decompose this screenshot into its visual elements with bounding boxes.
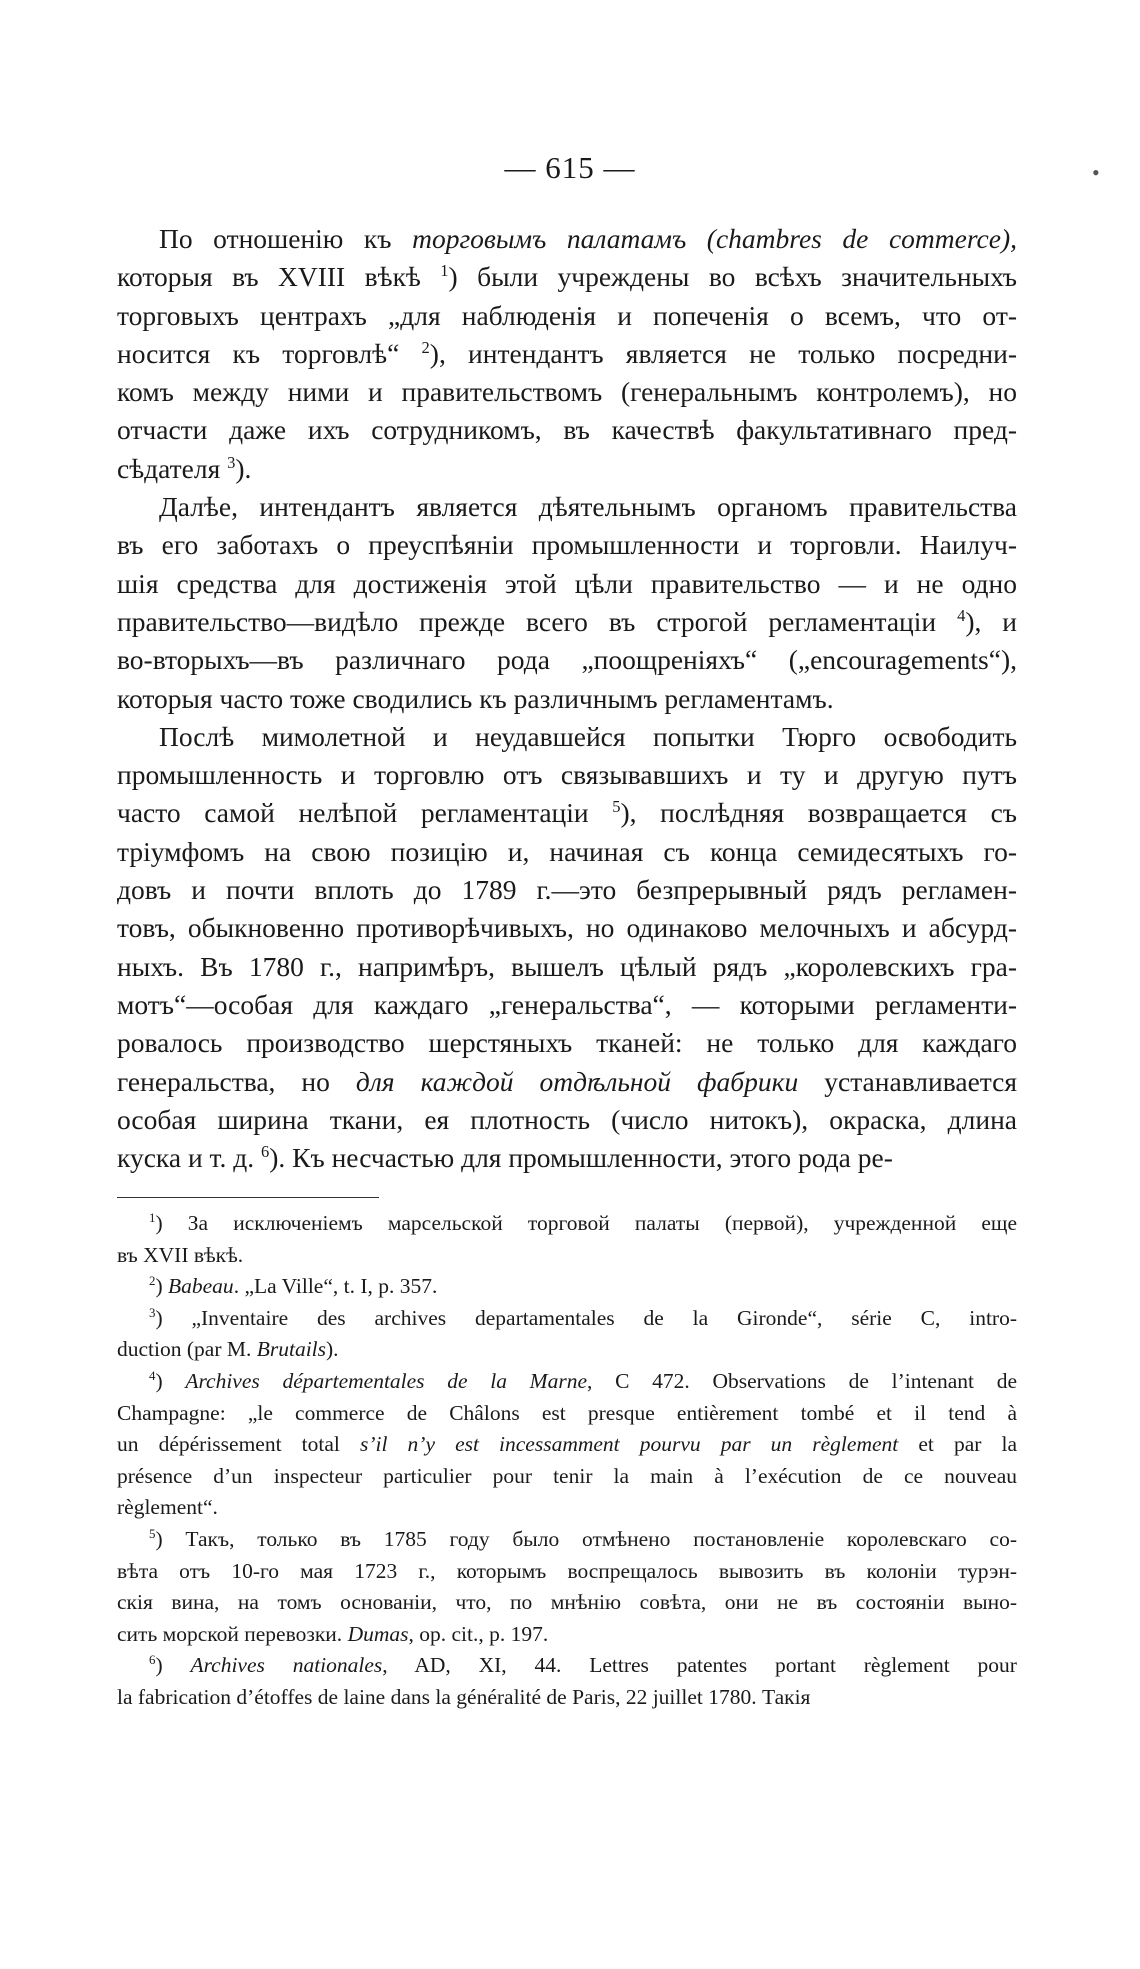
italic-text: Archives départementales de la Marne [185,1368,587,1393]
text-line: Далѣе, интендантъ является дѣятельнымъ органомъ правительства [159,491,1017,523]
footnote-reference: 2 [421,337,430,357]
text-line: носится къ торговлѣ“ $^2$), интендантъ является не только посредни- [117,337,1017,369]
footnote-divider [117,1197,379,1198]
page-number: — 615 — [504,150,636,185]
text-line: товъ, обыкновенно противорѣчивыхъ, но одинаково мелочныхъ и абсурд- [117,912,1017,944]
footnote-reference: 4 [957,605,966,625]
footnote-1 [117,1208,1017,1271]
text-line: тріумфомъ на свою позицію и, начиная съ конца семидесятыхъ го- [117,835,1017,867]
italic-text: Brutails [256,1337,327,1362]
footnote-2 [117,1271,1017,1303]
paragraph-1 [117,220,1017,488]
text-line: По отношенію къ торговымъ палатамъ (chambres de commerce), [159,223,1017,254]
text-line: отчасти даже ихъ сотрудникомъ, въ качествѣ факультативнаго пред- [117,414,1017,446]
text-line: комъ между ними и правительствомъ (генеральнымъ контролемъ), но [117,376,1017,408]
footnote-line: la fabrication d’étoffes de laine dans la généralité de Paris, 22 juillet 1780. Такія [117,1684,811,1709]
footnote-3 [117,1303,1017,1366]
footnote-reference: 2 [149,1274,156,1289]
text-line: довъ и почти вплоть до 1789 г.—это безпрерывный рядъ регламен- [117,874,1017,906]
footnote-line: un dépérissement total s’il n’y est incessamment pourvu par un règlement et par la [117,1432,1017,1457]
footnote-line: présence d’un inspecteur particulier pour tenir la main à l’exécution de ce nouveau [117,1463,1017,1488]
text-line: часто самой нелѣпой регламентаціи $^5$), послѣдняя возвращается съ [117,797,1017,829]
text-line: правительство—видѣло прежде всего въ строгой регламентаціи $^4$), и [117,605,1018,637]
text-line: ныхъ. Въ 1780 г., напримѣръ, вышелъ цѣлый рядъ „королевскихъ гра- [117,950,1017,982]
text-line: ровалось производство шерстяныхъ тканей: не только для каждаго [117,1027,1017,1059]
footnote-line: duction (par M. Brutails). [117,1337,339,1362]
text-line: которыя въ XVIII вѣкѣ $^1$) были учреждены во всѣхъ значительныхъ [117,261,1017,293]
text-line: генеральства, но для каждой отдѣльной фабрики устанавливается [117,1065,1017,1097]
footnote-4 [117,1366,1017,1524]
footnote-line: $^1$) За исключеніемъ марсельской торговой палаты (первой), учрежденной еще [149,1210,1017,1235]
footnote-reference: 5 [612,797,621,817]
footnote-line: скія вина, на томъ основаніи, что, по мнѣнію совѣта, они не въ состояніи выно- [117,1590,1017,1615]
text-line: мотъ“—особая для каждаго „генеральства“, — которыми регламенти- [117,988,1017,1020]
italic-text: Dumas [347,1621,409,1646]
footnote-6 [117,1650,1017,1713]
footnote-line: $^4$) Archives départementales de la Marne, C 472. Observations de l’intenant de [149,1368,1017,1393]
footnote-reference: 3 [227,452,236,472]
text-line: промышленность и торговлю отъ связывавшихъ и ту и другую путъ [117,759,1017,791]
footnote-reference: 1 [149,1210,156,1225]
footnote-line: Champagne: „le commerce de Châlons est presque entièrement tombé et il tend à [117,1400,1017,1425]
text-line: во-вторыхъ—въ различнаго рода „поощреніяхъ“ („encouragements“), [117,644,1017,676]
footnote-reference: 4 [149,1368,156,1383]
footnote-line: $^5$) Такъ, только въ 1785 году было отмѣнено постановленіе королевскаго со- [149,1526,1017,1551]
footnote-line: $^6$) Archives nationales, AD, XI, 44. Lettres patentes portant règlement pour [149,1653,1017,1678]
footnote-line: $^2$) Babeau. „La Ville“, t. I, p. 357. [149,1274,438,1299]
paragraph-2 [117,488,1017,718]
text-line: особая ширина ткани, ея плотность (число нитокъ), окраска, длина [117,1103,1017,1135]
text-line: которыя часто тоже сводились къ различнымъ регламентамъ. [117,682,834,714]
footnote-reference: 6 [261,1141,270,1161]
footnote-5 [117,1524,1017,1650]
italic-text: Archives nationales [190,1653,383,1678]
stray-mark: • [1092,160,1100,185]
footnote-line: въ XVII вѣкѣ. [117,1242,244,1267]
footnote-reference: 3 [149,1305,156,1320]
footnote-line: règlement“. [117,1495,218,1520]
footnotes [117,1208,1017,1714]
footnote-reference: 6 [149,1653,156,1668]
italic-text: для каждой отдѣльной фабрики [355,1065,799,1097]
italic-text: Babeau [168,1274,234,1299]
footnote-line: сить морской перевозки. Dumas, op. cit., p. 197. [117,1621,549,1646]
text-line: куска и т. д. $^6$). Къ несчастью для промышленности, этого рода ре- [117,1141,893,1174]
text-line: въ его заботахъ о преуспѣяніи промышленности и торговли. Наилуч- [117,529,1017,561]
text-line: торговыхъ центрахъ „для наблюденія и попеченія о всемъ, что от- [117,299,1017,331]
text-line: Послѣ мимолетной и неудавшейся попытки Тюрго освободить [159,720,1017,752]
italic-text: s’il n’y est incessamment pourvu par un règlement [359,1432,899,1457]
text-line: шія средства для достиженія этой цѣли правительство — и не одно [117,567,1017,599]
footnote-line: вѣта отъ 10-го мая 1723 г., которымъ воспрещалось вывозить въ колоніи турэн- [117,1558,1017,1583]
main-text [117,220,1017,1177]
footnote-reference: 1 [440,261,449,281]
text-line: сѣдателя $^3$). [117,452,252,484]
italic-text: торговымъ палатамъ (chambres de commerce), [412,223,1017,254]
footnote-line: $^3$) „Inventaire des archives departamentales de la Gironde“, série C, intro- [149,1305,1017,1330]
paragraph-3 [117,718,1017,1178]
footnote-reference: 5 [149,1526,156,1541]
